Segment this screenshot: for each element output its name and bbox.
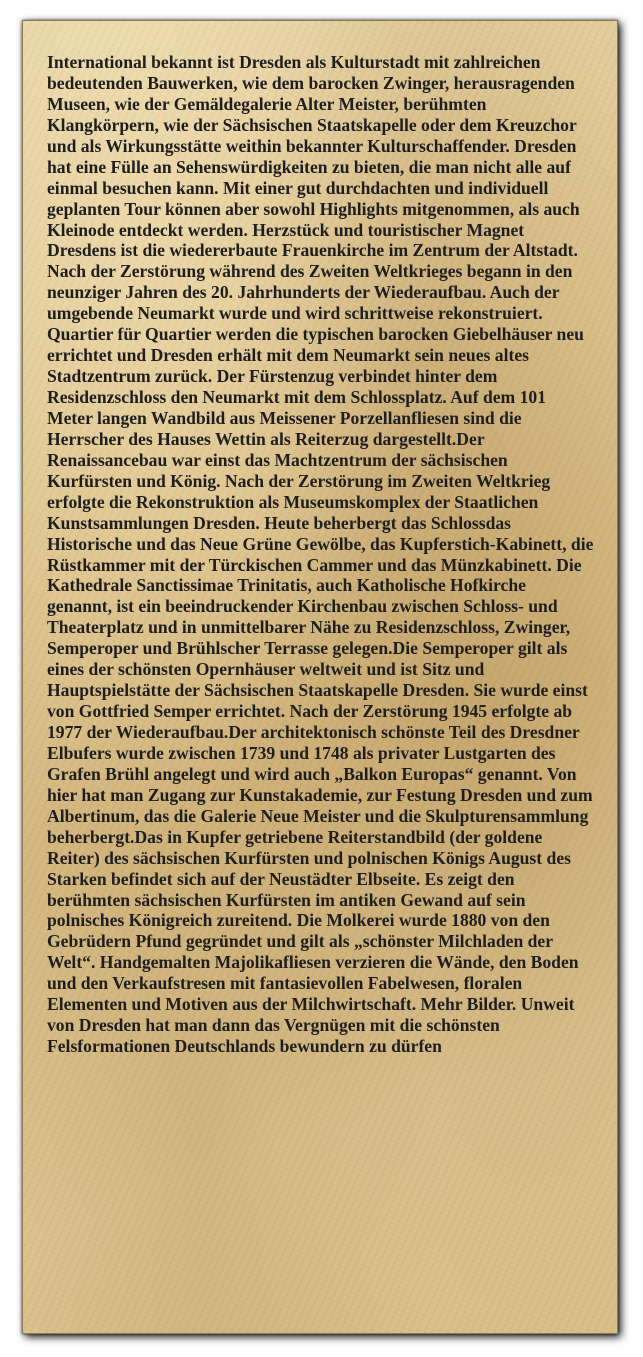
parchment-panel xyxy=(22,20,618,1334)
article-text: International bekannt ist Dresden als Kulturstadt mit zahlreichen bedeutenden Bauwerken, wie dem barocken Zwinger, herausragenden Museen, wie der Gemäldegalerie Alter Meister, berühmten Klangkörpern, wie der Sächsischen Staatskapelle oder dem Kreuzchor und als Wirkungsstätte weithin bekannter Kulturschaffender. Dresden hat eine Fülle an Sehenswürdigkeiten zu bieten, die man nicht alle auf einmal besuchen kann. Mit einer gut durchdachten und individuell geplanten Tour können aber sowohl Highlights mitgenommen, als auch Kleinode entdeckt werden. Herzstück und touristischer Magnet Dresdens ist die wiedererbaute Frauenkirche im Zentrum der Altstadt. Nach der Zerstörung während des Zweiten Weltkrieges begann in den neunziger Jahren des 20. Jahrhunderts der Wiederaufbau. Auch der umgebende Neumarkt wurde und wird schrittweise rekonstruiert. Quartier für Quartier werden die typischen barocken Giebelhäuser neu errichtet und Dresden erhält mit dem Neumarkt sein neues altes Stadtzentrum zurück. Der Fürstenzug verbindet hinter dem Residenzschloss den Neumarkt mit dem Schlossplatz. Auf dem 101 Meter langen Wandbild aus Meissener Porzellanfliesen sind die Herrscher des Hauses Wettin als Reiterzug dargestellt.Der Renaissancebau war einst das Machtzentrum der sächsischen Kurfürsten und König. Nach der Zerstörung im Zweiten Weltkrieg erfolgte die Rekonstruktion als Museumskomplex der Staatlichen Kunstsammlungen Dresden. Heute beherbergt das Schlossdas Historische und das Neue Grüne Gewölbe, das Kupferstich-Kabinett, die Rüstkammer mit der Türckischen Cammer und das Münzkabinett. Die Kathedrale Sanctissimae Trinitatis, auch Katholische Hofkirche genannt, ist ein beeindruckender Kirchenbau zwischen Schloss- und Theaterplatz und in unmittelbarer Nähe zu Residenzschloss, Zwinger, Semperoper und Brühlscher Terrasse gelegen.Die Semperoper gilt als eines der schönsten Opernhäuser weltweit und ist Sitz und Hauptspielstätte der Sächsischen Staatskapelle Dresden. Sie wurde einst von Gottfried Semper errichtet. Nach der Zerstörung 1945 erfolgte ab 1977 der Wiederaufbau.Der architektonisch schönste Teil des Dresdner Elbufers wurde zwischen 1739 und 1748 als privater Lustgarten des Grafen Brühl angelegt und wird auch „Balkon Europas“ genannt. Von hier hat man Zugang zur Kunstakademie, zur Festung Dresden und zum Albertinum, das die Galerie Neue Meister und die Skulpturensammlung beherbergt.Das in Kupfer getriebene Reiterstandbild (der goldene Reiter) des sächsischen Kurfürsten und polnischen Königs August des Starken befindet sich auf der Neustädter Elbseite. Es zeigt den berühmten sächsischen Kurfürsten im antiken Gewand auf sein polnisches Königreich zureitend. Die Molkerei wurde 1880 von den Gebrüdern Pfund gegründet und gilt als „schönster Milchladen der Welt“. Handgemalten Majolikafliesen verzieren die Wände, den Boden und den Verkaufstresen mit fantasievollen Fabelwesen, floralen Elementen und Motiven aus der Milchwirtschaft. Mehr Bilder. Unweit von Dresden hat man dann das Vergnügen mit die schönsten Felsformationen Deutschlands bewundern zu dürfen xyxy=(47,52,594,1057)
